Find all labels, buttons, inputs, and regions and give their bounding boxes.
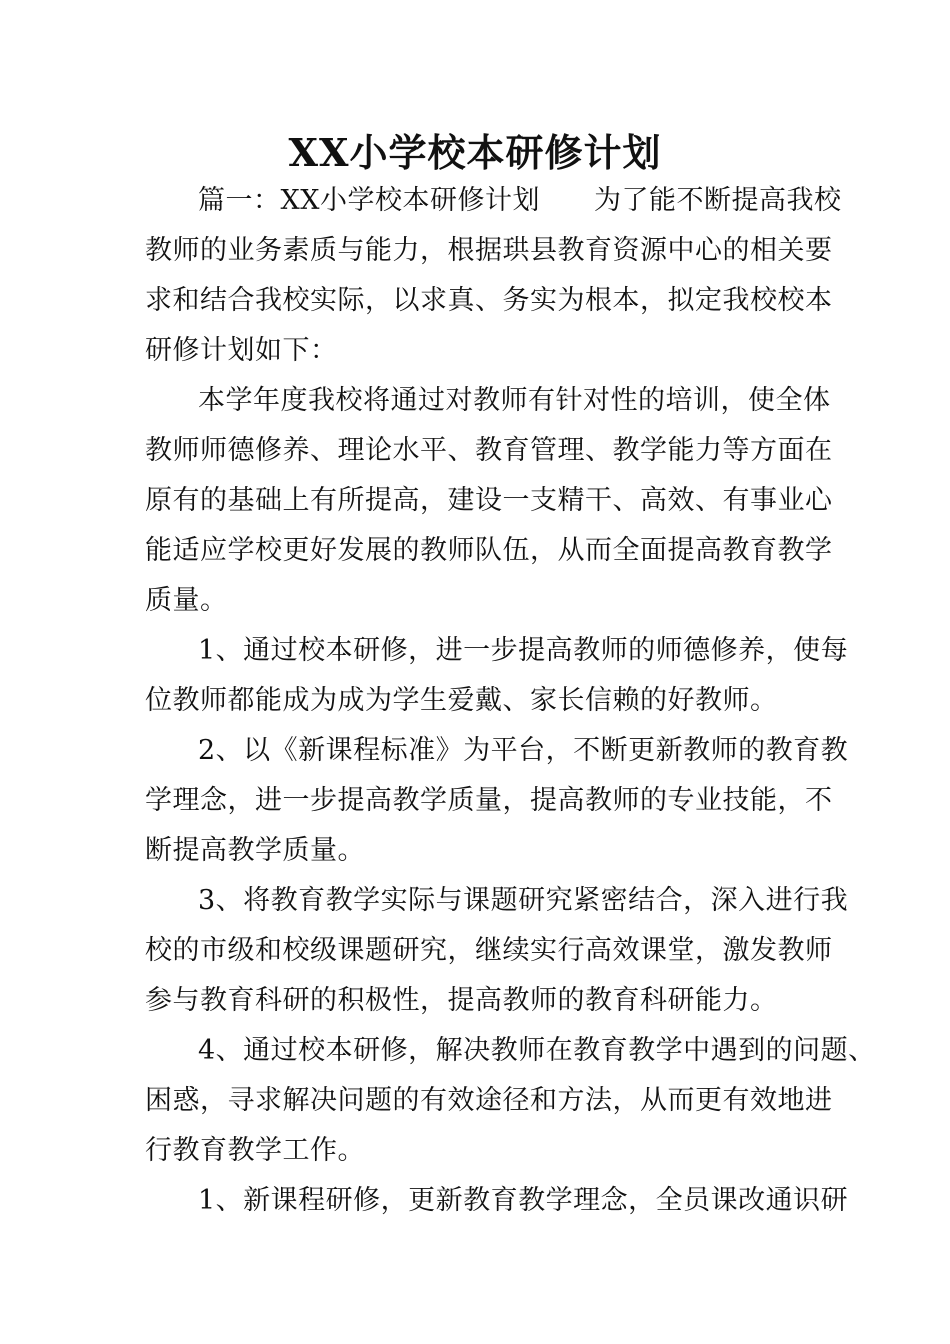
text-line: 校的市级和校级课题研究，继续实行高效课堂，激发教师 bbox=[145, 935, 833, 966]
document-title: XX小学校本研修计划 bbox=[288, 130, 662, 175]
text-line: 教师师德修养、理论水平、教育管理、教学能力等方面在 bbox=[145, 435, 833, 466]
text-line: 求和结合我校实际，以求真、务实为根本，拟定我校校本 bbox=[145, 285, 833, 316]
text-line: 位教师都能成为成为学生爱戴、家长信赖的好教师。 bbox=[145, 685, 778, 716]
text-line: 1、通过校本研修，进一步提高教师的师德修养，使每 bbox=[198, 635, 849, 666]
text-line bbox=[198, 183, 841, 219]
text-line: 断提高教学质量。 bbox=[145, 835, 365, 866]
text-line: 本学年度我校将通过对教师有针对性的培训，使全体 bbox=[198, 385, 831, 416]
text-line: 4、通过校本研修，解决教师在教育教学中遇到的问题、 bbox=[198, 1035, 876, 1066]
text-line: 困惑，寻求解决问题的有效途径和方法，从而更有效地进 bbox=[145, 1085, 833, 1116]
text-line: 2、以《新课程标准》为平台，不断更新教师的教育教 bbox=[198, 735, 849, 766]
text-line: 1、新课程研修，更新教育教学理念，全员课改通识研 bbox=[198, 1185, 849, 1216]
text-line: 参与教育科研的积极性，提高教师的教育科研能力。 bbox=[145, 985, 778, 1016]
text-line: 原有的基础上有所提高，建设一支精干、高效、有事业心 bbox=[145, 485, 833, 516]
text-line: 能适应学校更好发展的教师队伍，从而全面提高教育教学 bbox=[145, 535, 833, 566]
text-line: 行教育教学工作。 bbox=[145, 1135, 365, 1166]
text-line: 质量。 bbox=[145, 585, 228, 616]
text-line: 研修计划如下： bbox=[145, 335, 338, 366]
text-line: 3、将教育教学实际与课题研究紧密结合，深入进行我 bbox=[198, 885, 849, 916]
text-line: 教师的业务素质与能力，根据珙县教育资源中心的相关要 bbox=[145, 235, 833, 266]
text-line: 学理念，进一步提高教学质量，提高教师的专业技能，不 bbox=[145, 785, 833, 816]
paragraph-text: 为了能不断提高我校 bbox=[593, 185, 842, 216]
section-heading: 篇一：XX小学校本研修计划 bbox=[198, 185, 540, 216]
